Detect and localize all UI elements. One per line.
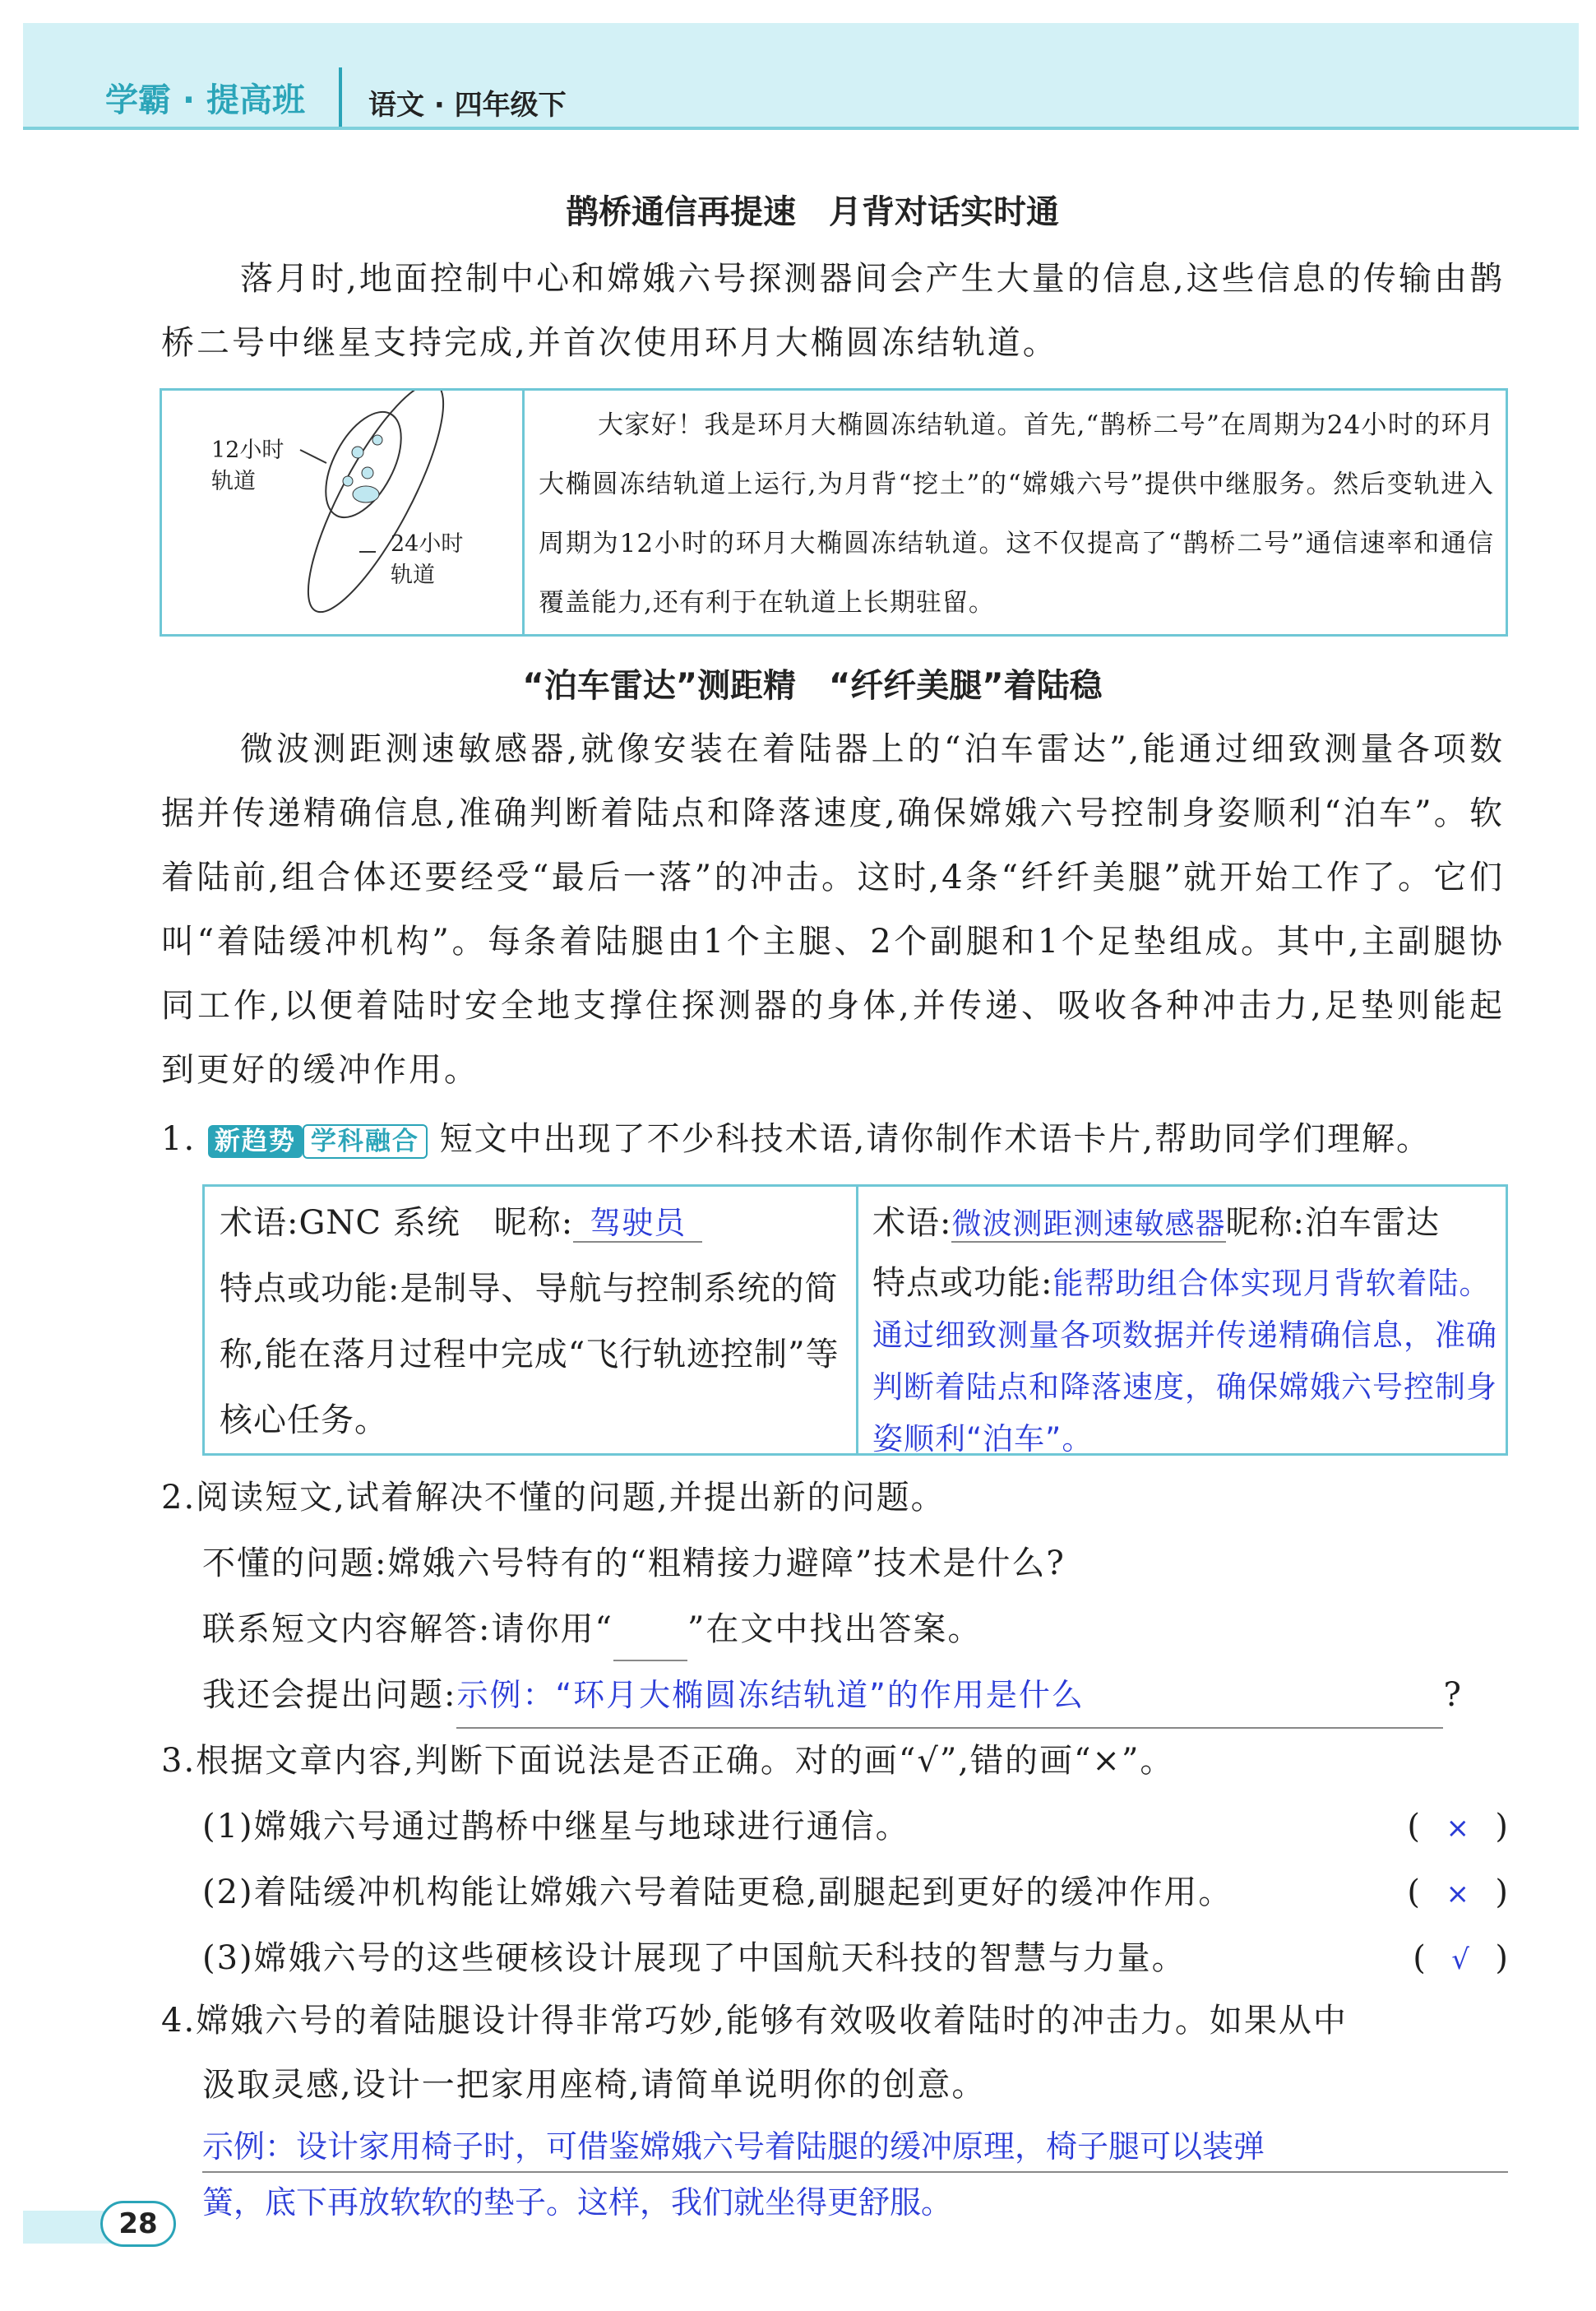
orbit-diagram xyxy=(162,391,520,634)
feature-answer[interactable]: 能帮助组合体实现月背软着陆。通过细致测量各项数据并传递精确信息，准确判断着陆点和降落速度，确保嫦娥六号控制身姿顺利“泊车”。 xyxy=(872,1266,1497,1457)
nickname-answer[interactable]: 驾驶员 xyxy=(573,1205,702,1243)
q4-answer-line2[interactable]: 簧，底下再放软软的垫子。这样，我们就坐得更舒服。 xyxy=(202,2184,953,2221)
section1-heading: 鹊桥通信再提速 月背对话实时通 xyxy=(566,193,1059,231)
card-right: 术语:微波测距测速敏感器昵称:泊车雷达 特点或功能:能帮助组合体实现月背软着陆。通过细致测量各项数据并传递精确信息，准确判断着陆点和降落速度，确保嫦娥六号控制身姿顺利“泊车”。 xyxy=(872,1204,1497,1457)
q2-line2: 联系短文内容解答:请你用“ ”在文中找出答案。 xyxy=(202,1597,982,1661)
new-question-answer[interactable]: 示例：“环月大椭圆冻结轨道”的作用是什么 xyxy=(456,1663,1443,1729)
arrow-icon xyxy=(339,67,342,127)
question-3: 3.根据文章内容,判断下面说法是否正确。对的画“√”,错的画“×”。 xyxy=(161,1742,1175,1780)
card-divider xyxy=(856,1187,858,1453)
q4-answer-line1[interactable]: 示例：设计家用椅子时，可借鉴嫦娥六号着陆腿的缓冲原理，椅子腿可以装弹 xyxy=(202,2122,1508,2173)
orbit-12h xyxy=(310,400,416,529)
trend-tag: 新趋势 xyxy=(208,1125,303,1158)
q3-item: (1)嫦娥六号通过鹊桥中继星与地球进行通信。 ( × ) xyxy=(202,1795,1510,1860)
orbit-12h-label: 12小时 轨道 xyxy=(211,438,285,494)
q3-item: (3)嫦娥六号的这些硬核设计展现了中国航天科技的智慧与力量。 ( √ ) xyxy=(202,1926,1510,1992)
question-1: 1. 新趋势 学科融合 短文中出现了不少科技术语,请你制作术语卡片,帮助同学们理解。 xyxy=(161,1120,1432,1158)
header-divider xyxy=(23,127,1579,130)
card-left: 术语:GNC 系统 昵称: 驾驶员 特点或功能:是制导、导航与控制系统的简称,能在落月过程中完成“飞行轨迹控制”等核心任务。 xyxy=(220,1204,840,1439)
satellite-dot xyxy=(343,476,353,486)
orbit-box-text: 大家好！我是环月大椭圆冻结轨道。首先,“鹊桥二号”在周期为24小时的环月大椭圆冻结轨道上运行,为月背“挖土”的“嫦娥六号”提供中继服务。然后变轨进入周期为12小时的环月大椭圆冻结轨道。这不仅提高了“鹊桥二号”通信速率和通信覆盖能力,还有利于在轨道上长期驻留。 xyxy=(539,410,1494,618)
answer-bracket[interactable]: ( × ) xyxy=(1407,1808,1510,1846)
q4-line2: 汲取灵感,设计一把家用座椅,请简单说明你的创意。 xyxy=(202,2066,987,2104)
blank-field[interactable] xyxy=(613,1619,687,1661)
orbit-info-box xyxy=(160,388,1508,637)
discipline-tag: 学科融合 xyxy=(303,1124,428,1159)
section2-heading: “泊车雷达”测距精 “纤纤美腿”着陆稳 xyxy=(522,667,1103,705)
satellite-dot xyxy=(362,467,373,479)
box-divider xyxy=(522,391,525,634)
moon-icon xyxy=(353,486,379,502)
satellite-dot xyxy=(352,447,363,458)
q2-line3: 我还会提出问题:示例：“环月大椭圆冻结轨道”的作用是什么 ? xyxy=(202,1663,1463,1729)
label-pointer xyxy=(300,450,326,463)
answer-bracket[interactable]: ( × ) xyxy=(1407,1873,1510,1911)
orbit-24h xyxy=(285,391,467,627)
question-2: 2.阅读短文,试着解决不懂的问题,并提出新的问题。 xyxy=(161,1479,946,1517)
series-logo: 学霸 · 提高班 xyxy=(105,81,306,119)
question-4: 4.嫦娥六号的着陆腿设计得非常巧妙,能够有效吸收着陆时的冲击力。如果从中 xyxy=(161,2002,1348,2040)
section2-paragraph: 微波测距测速敏感器,就像安装在着陆器上的“泊车雷达”,能通过细致测量各项数据并传递精确信息,准确判断着陆点和降落速度,确保嫦娥六号控制身姿顺利“泊车”。软着陆前,组合体还要经受“最后一落”的冲击。这时,4条“纤纤美腿”就开始工作了。它们叫“着陆缓冲机构”。每条着陆腿由1个主腿、2个副腿和1个足垫组成。其中,主副腿协同工作,以便着陆时安全地支撑住探测器的身体,并传递、吸收各种冲击力,足垫则能起到更好的缓冲作用。 xyxy=(161,730,1505,1089)
q3-item: (2)着陆缓冲机构能让嫦娥六号着陆更稳,副腿起到更好的缓冲作用。 ( × ) xyxy=(202,1860,1510,1926)
satellite-dot xyxy=(372,435,382,445)
q3-items xyxy=(202,1795,1510,1992)
term-answer[interactable]: 微波测距测速敏感器 xyxy=(951,1207,1226,1241)
page-number: 28 xyxy=(100,2201,176,2247)
term-card-box xyxy=(202,1184,1508,1456)
subject-title: 语文 · 四年级下 xyxy=(368,89,567,122)
q2-line1: 不懂的问题:嫦娥六号特有的“粗精接力避障”技术是什么? xyxy=(202,1545,1066,1582)
orbit-24h-label: 24小时 轨道 xyxy=(391,531,464,588)
section1-paragraph: 落月时,地面控制中心和嫦娥六号探测器间会产生大量的信息,这些信息的传输由鹊桥二号中继星支持完成,并首次使用环月大椭圆冻结轨道。 xyxy=(161,260,1505,362)
answer-bracket[interactable]: ( √ ) xyxy=(1413,1939,1510,1977)
